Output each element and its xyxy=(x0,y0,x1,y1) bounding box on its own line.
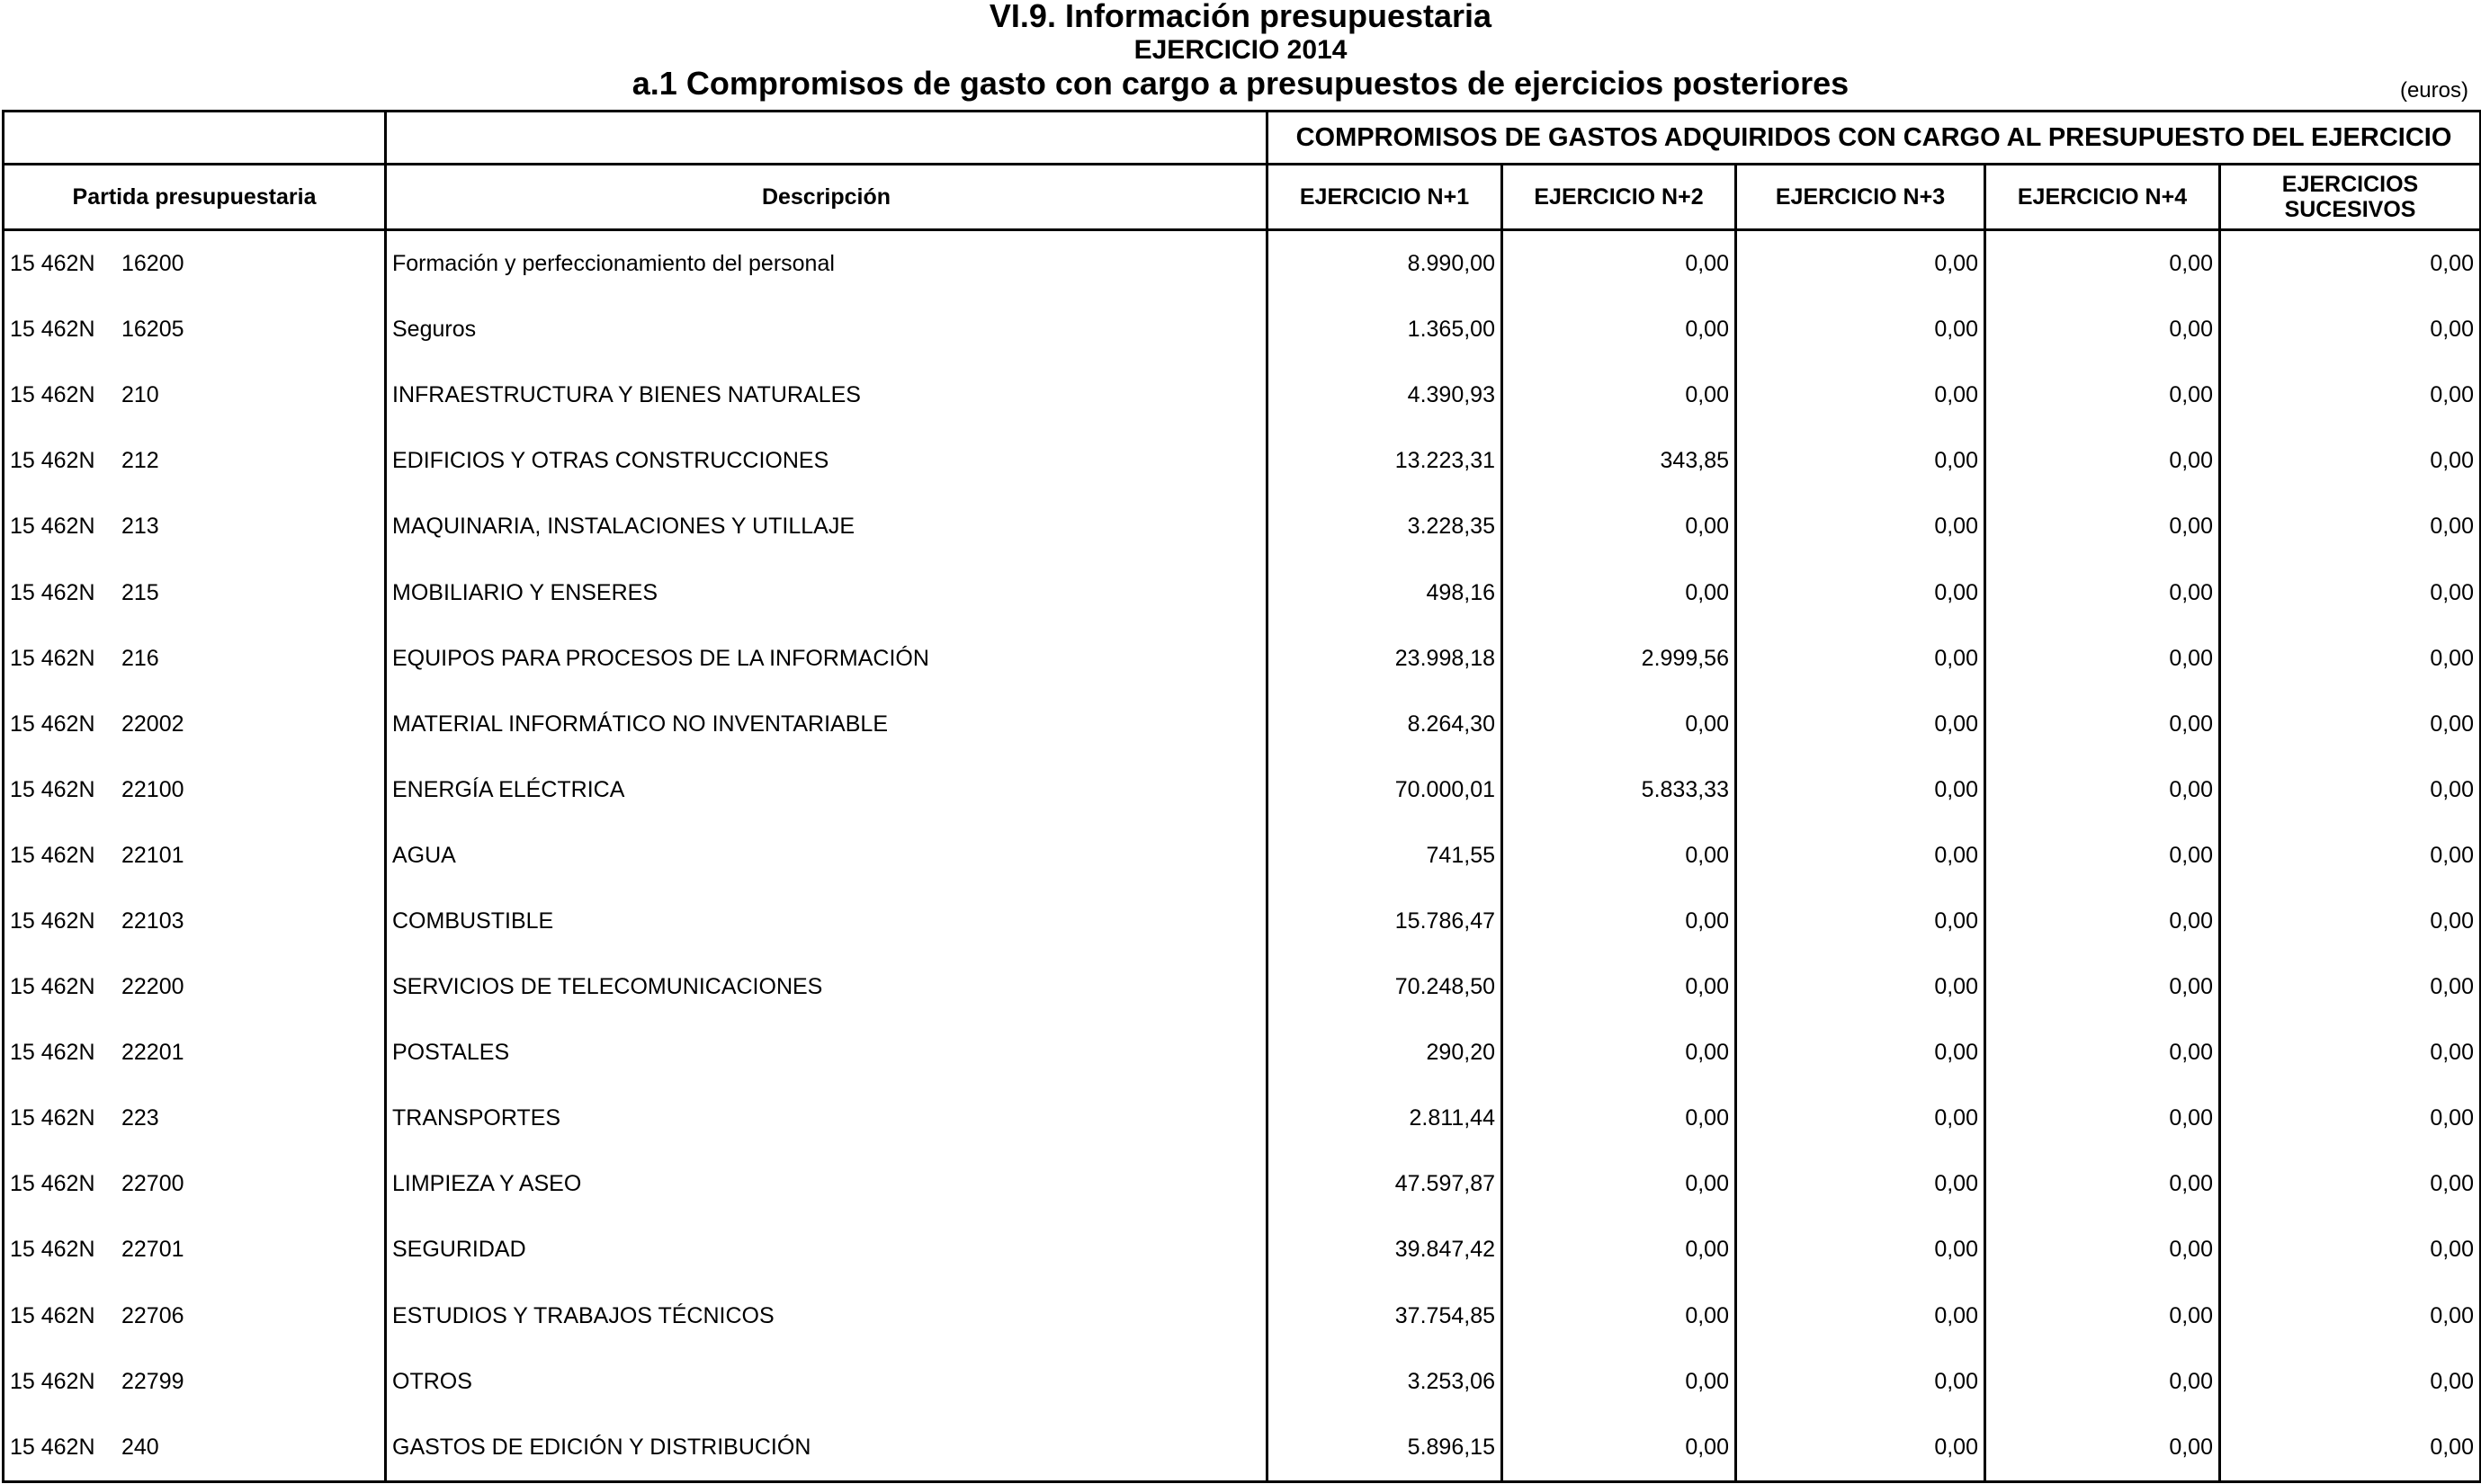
cell-programa: 15 462N xyxy=(10,776,95,802)
table-row xyxy=(4,692,2481,757)
column-header-row xyxy=(4,165,2481,230)
cell-n4: 0,00 xyxy=(1985,297,2220,362)
cell-programa: 15 462N xyxy=(10,842,95,868)
cell-programa: 15 462N xyxy=(10,1040,95,1066)
cell-n3: 0,00 xyxy=(1736,1415,1985,1482)
table-row xyxy=(4,230,2481,298)
cell-programa: 15 462N xyxy=(10,1368,95,1394)
cell-n1: 8.264,30 xyxy=(1267,692,1502,757)
cell-partida xyxy=(4,297,386,362)
cell-descripcion: POSTALES xyxy=(386,1020,1267,1086)
cell-n4: 0,00 xyxy=(1985,230,2220,298)
section-title: a.1 Compromisos de gasto con cargo a presupuestos de ejercicios posteriores xyxy=(631,65,1850,102)
cell-n3: 0,00 xyxy=(1736,823,1985,889)
cell-n2: 0,00 xyxy=(1502,297,1736,362)
cell-descripcion: MAQUINARIA, INSTALACIONES Y UTILLAJE xyxy=(386,494,1267,559)
table-row xyxy=(4,297,2481,362)
cell-programa: 15 462N xyxy=(10,974,95,1000)
cell-descripcion: LIMPIEZA Y ASEO xyxy=(386,1151,1267,1217)
cell-n3: 0,00 xyxy=(1736,1349,1985,1415)
cell-concepto: 22103 xyxy=(121,907,184,934)
cell-partida xyxy=(4,1217,386,1283)
units-label: (euros) xyxy=(2399,78,2468,103)
cell-partida xyxy=(4,559,386,625)
cell-n2: 5.833,33 xyxy=(1502,757,1736,823)
col-header-n2: EJERCICIO N+2 xyxy=(1502,165,1736,230)
cell-descripcion: TRANSPORTES xyxy=(386,1086,1267,1151)
cell-n2: 0,00 xyxy=(1502,559,1736,625)
cell-n2: 0,00 xyxy=(1502,230,1736,298)
cell-n1: 2.811,44 xyxy=(1267,1086,1502,1151)
cell-concepto: 216 xyxy=(121,645,159,671)
cell-concepto: 22002 xyxy=(121,711,184,737)
cell-n4: 0,00 xyxy=(1985,1217,2220,1283)
cell-concepto: 22200 xyxy=(121,974,184,1000)
cell-sucesivos: 0,00 xyxy=(2220,1283,2481,1349)
table-row xyxy=(4,1349,2481,1415)
cell-n3: 0,00 xyxy=(1736,1020,1985,1086)
col-header-partida: Partida presupuestaria xyxy=(4,165,386,230)
cell-sucesivos: 0,00 xyxy=(2220,1415,2481,1482)
cell-programa: 15 462N xyxy=(10,711,95,737)
cell-programa: 15 462N xyxy=(10,1302,95,1328)
cell-concepto: 212 xyxy=(121,448,159,474)
cell-sucesivos: 0,00 xyxy=(2220,559,2481,625)
header-blank-partida xyxy=(4,112,386,165)
cell-concepto: 215 xyxy=(121,579,159,605)
cell-n3: 0,00 xyxy=(1736,1151,1985,1217)
cell-concepto: 16205 xyxy=(121,317,184,343)
cell-partida xyxy=(4,1086,386,1151)
cell-programa: 15 462N xyxy=(10,1171,95,1197)
cell-partida xyxy=(4,428,386,494)
cell-n2: 0,00 xyxy=(1502,1151,1736,1217)
cell-descripcion: AGUA xyxy=(386,823,1267,889)
cell-descripcion: OTROS xyxy=(386,1349,1267,1415)
cell-n3: 0,00 xyxy=(1736,889,1985,954)
cell-concepto: 22201 xyxy=(121,1040,184,1066)
cell-sucesivos: 0,00 xyxy=(2220,626,2481,692)
cell-partida xyxy=(4,1020,386,1086)
cell-n3: 0,00 xyxy=(1736,428,1985,494)
cell-descripcion: Seguros xyxy=(386,297,1267,362)
cell-n2: 0,00 xyxy=(1502,1415,1736,1482)
page-title: VI.9. Información presupuestaria xyxy=(989,0,1492,34)
cell-programa: 15 462N xyxy=(10,1105,95,1131)
cell-sucesivos: 0,00 xyxy=(2220,1020,2481,1086)
cell-concepto: 210 xyxy=(121,382,159,408)
cell-n3: 0,00 xyxy=(1736,954,1985,1020)
cell-sucesivos: 0,00 xyxy=(2220,297,2481,362)
group-header: COMPROMISOS DE GASTOS ADQUIRIDOS CON CARGO AL PRESUPUESTO DEL EJERCICIO xyxy=(1267,112,2481,165)
cell-n3: 0,00 xyxy=(1736,692,1985,757)
cell-sucesivos: 0,00 xyxy=(2220,1349,2481,1415)
cell-n3: 0,00 xyxy=(1736,230,1985,298)
table-row xyxy=(4,1151,2481,1217)
cell-concepto: 22799 xyxy=(121,1368,184,1394)
table-body xyxy=(4,230,2481,1482)
cell-descripcion: COMBUSTIBLE xyxy=(386,889,1267,954)
cell-n3: 0,00 xyxy=(1736,362,1985,428)
cell-programa: 15 462N xyxy=(10,579,95,605)
table-row xyxy=(4,494,2481,559)
cell-n1: 70.000,01 xyxy=(1267,757,1502,823)
cell-n1: 39.847,42 xyxy=(1267,1217,1502,1283)
cell-n4: 0,00 xyxy=(1985,494,2220,559)
table-row xyxy=(4,823,2481,889)
cell-descripcion: ESTUDIOS Y TRABAJOS TÉCNICOS xyxy=(386,1283,1267,1349)
cell-n4: 0,00 xyxy=(1985,1349,2220,1415)
cell-descripcion: MATERIAL INFORMÁTICO NO INVENTARIABLE xyxy=(386,692,1267,757)
cell-n3: 0,00 xyxy=(1736,626,1985,692)
budget-commitments-table xyxy=(2,110,2481,1483)
cell-n4: 0,00 xyxy=(1985,1151,2220,1217)
cell-partida xyxy=(4,823,386,889)
cell-n1: 5.896,15 xyxy=(1267,1415,1502,1482)
table-row xyxy=(4,954,2481,1020)
cell-partida xyxy=(4,1415,386,1482)
cell-n3: 0,00 xyxy=(1736,494,1985,559)
table-row xyxy=(4,889,2481,954)
cell-partida xyxy=(4,362,386,428)
cell-programa: 15 462N xyxy=(10,1237,95,1263)
table-row xyxy=(4,559,2481,625)
cell-n1: 4.390,93 xyxy=(1267,362,1502,428)
cell-n4: 0,00 xyxy=(1985,757,2220,823)
cell-sucesivos: 0,00 xyxy=(2220,1151,2481,1217)
cell-sucesivos: 0,00 xyxy=(2220,889,2481,954)
cell-n1: 23.998,18 xyxy=(1267,626,1502,692)
cell-descripcion: INFRAESTRUCTURA Y BIENES NATURALES xyxy=(386,362,1267,428)
cell-programa: 15 462N xyxy=(10,382,95,408)
cell-programa: 15 462N xyxy=(10,1434,95,1460)
cell-n1: 15.786,47 xyxy=(1267,889,1502,954)
cell-partida xyxy=(4,757,386,823)
cell-n2: 0,00 xyxy=(1502,1349,1736,1415)
table-row xyxy=(4,362,2481,428)
cell-descripcion: SEGURIDAD xyxy=(386,1217,1267,1283)
cell-n2: 0,00 xyxy=(1502,692,1736,757)
cell-n1: 290,20 xyxy=(1267,1020,1502,1086)
cell-partida xyxy=(4,494,386,559)
cell-n4: 0,00 xyxy=(1985,559,2220,625)
cell-concepto: 22700 xyxy=(121,1171,184,1197)
cell-partida xyxy=(4,1151,386,1217)
cell-n1: 8.990,00 xyxy=(1267,230,1502,298)
cell-concepto: 22100 xyxy=(121,776,184,802)
cell-sucesivos: 0,00 xyxy=(2220,692,2481,757)
cell-n4: 0,00 xyxy=(1985,692,2220,757)
cell-descripcion: SERVICIOS DE TELECOMUNICACIONES xyxy=(386,954,1267,1020)
cell-n1: 3.228,35 xyxy=(1267,494,1502,559)
cell-descripcion: Formación y perfeccionamiento del personal xyxy=(386,230,1267,298)
cell-n2: 0,00 xyxy=(1502,954,1736,1020)
cell-concepto: 213 xyxy=(121,514,159,540)
cell-concepto: 22706 xyxy=(121,1302,184,1328)
cell-sucesivos: 0,00 xyxy=(2220,1217,2481,1283)
cell-sucesivos: 0,00 xyxy=(2220,230,2481,298)
cell-n1: 498,16 xyxy=(1267,559,1502,625)
cell-concepto: 22101 xyxy=(121,842,184,868)
cell-sucesivos: 0,00 xyxy=(2220,494,2481,559)
cell-n3: 0,00 xyxy=(1736,757,1985,823)
cell-programa: 15 462N xyxy=(10,317,95,343)
cell-n4: 0,00 xyxy=(1985,362,2220,428)
cell-sucesivos: 0,00 xyxy=(2220,428,2481,494)
col-header-n1: EJERCICIO N+1 xyxy=(1267,165,1502,230)
cell-descripcion: EDIFICIOS Y OTRAS CONSTRUCCIONES xyxy=(386,428,1267,494)
cell-n2: 343,85 xyxy=(1502,428,1736,494)
cell-descripcion: MOBILIARIO Y ENSERES xyxy=(386,559,1267,625)
cell-n2: 0,00 xyxy=(1502,1020,1736,1086)
cell-programa: 15 462N xyxy=(10,448,95,474)
cell-concepto: 223 xyxy=(121,1105,159,1131)
cell-n4: 0,00 xyxy=(1985,1415,2220,1482)
cell-n1: 3.253,06 xyxy=(1267,1349,1502,1415)
cell-n2: 0,00 xyxy=(1502,362,1736,428)
table-row xyxy=(4,1217,2481,1283)
cell-n3: 0,00 xyxy=(1736,1086,1985,1151)
cell-n4: 0,00 xyxy=(1985,889,2220,954)
table-row xyxy=(4,1086,2481,1151)
cell-partida xyxy=(4,692,386,757)
table-row xyxy=(4,1415,2481,1482)
cell-n4: 0,00 xyxy=(1985,954,2220,1020)
cell-partida xyxy=(4,1283,386,1349)
cell-descripcion: GASTOS DE EDICIÓN Y DISTRIBUCIÓN xyxy=(386,1415,1267,1482)
cell-n4: 0,00 xyxy=(1985,1020,2220,1086)
cell-n2: 0,00 xyxy=(1502,1283,1736,1349)
cell-sucesivos: 0,00 xyxy=(2220,757,2481,823)
cell-n2: 2.999,56 xyxy=(1502,626,1736,692)
cell-partida xyxy=(4,230,386,298)
cell-n4: 0,00 xyxy=(1985,823,2220,889)
cell-partida xyxy=(4,954,386,1020)
cell-n1: 13.223,31 xyxy=(1267,428,1502,494)
cell-n1: 70.248,50 xyxy=(1267,954,1502,1020)
cell-n4: 0,00 xyxy=(1985,626,2220,692)
fiscal-year-subtitle: EJERCICIO 2014 xyxy=(1133,35,1348,65)
header-blank-descripcion xyxy=(386,112,1267,165)
table-row xyxy=(4,428,2481,494)
cell-n2: 0,00 xyxy=(1502,1086,1736,1151)
table-row xyxy=(4,626,2481,692)
cell-programa: 15 462N xyxy=(10,251,95,277)
cell-n3: 0,00 xyxy=(1736,297,1985,362)
cell-descripcion: EQUIPOS PARA PROCESOS DE LA INFORMACIÓN xyxy=(386,626,1267,692)
cell-n3: 0,00 xyxy=(1736,559,1985,625)
cell-n1: 47.597,87 xyxy=(1267,1151,1502,1217)
cell-n1: 37.754,85 xyxy=(1267,1283,1502,1349)
table-row xyxy=(4,1020,2481,1086)
cell-concepto: 240 xyxy=(121,1434,159,1460)
table-row xyxy=(4,757,2481,823)
col-header-sucesivos: EJERCICIOS SUCESIVOS xyxy=(2220,165,2481,230)
cell-programa: 15 462N xyxy=(10,907,95,934)
cell-descripcion: ENERGÍA ELÉCTRICA xyxy=(386,757,1267,823)
cell-n4: 0,00 xyxy=(1985,1283,2220,1349)
cell-n2: 0,00 xyxy=(1502,889,1736,954)
cell-partida xyxy=(4,626,386,692)
cell-n2: 0,00 xyxy=(1502,823,1736,889)
cell-n3: 0,00 xyxy=(1736,1217,1985,1283)
header-group-row xyxy=(4,112,2481,165)
cell-n2: 0,00 xyxy=(1502,494,1736,559)
cell-n1: 1.365,00 xyxy=(1267,297,1502,362)
cell-sucesivos: 0,00 xyxy=(2220,823,2481,889)
cell-sucesivos: 0,00 xyxy=(2220,954,2481,1020)
table-row xyxy=(4,1283,2481,1349)
cell-sucesivos: 0,00 xyxy=(2220,362,2481,428)
cell-partida xyxy=(4,1349,386,1415)
cell-sucesivos: 0,00 xyxy=(2220,1086,2481,1151)
cell-n3: 0,00 xyxy=(1736,1283,1985,1349)
col-header-descripcion: Descripción xyxy=(386,165,1267,230)
col-header-n3: EJERCICIO N+3 xyxy=(1736,165,1985,230)
cell-concepto: 16200 xyxy=(121,251,184,277)
cell-programa: 15 462N xyxy=(10,645,95,671)
col-header-n4: EJERCICIO N+4 xyxy=(1985,165,2220,230)
cell-concepto: 22701 xyxy=(121,1237,184,1263)
cell-n4: 0,00 xyxy=(1985,428,2220,494)
cell-partida xyxy=(4,889,386,954)
cell-n2: 0,00 xyxy=(1502,1217,1736,1283)
cell-programa: 15 462N xyxy=(10,514,95,540)
cell-n1: 741,55 xyxy=(1267,823,1502,889)
cell-n4: 0,00 xyxy=(1985,1086,2220,1151)
